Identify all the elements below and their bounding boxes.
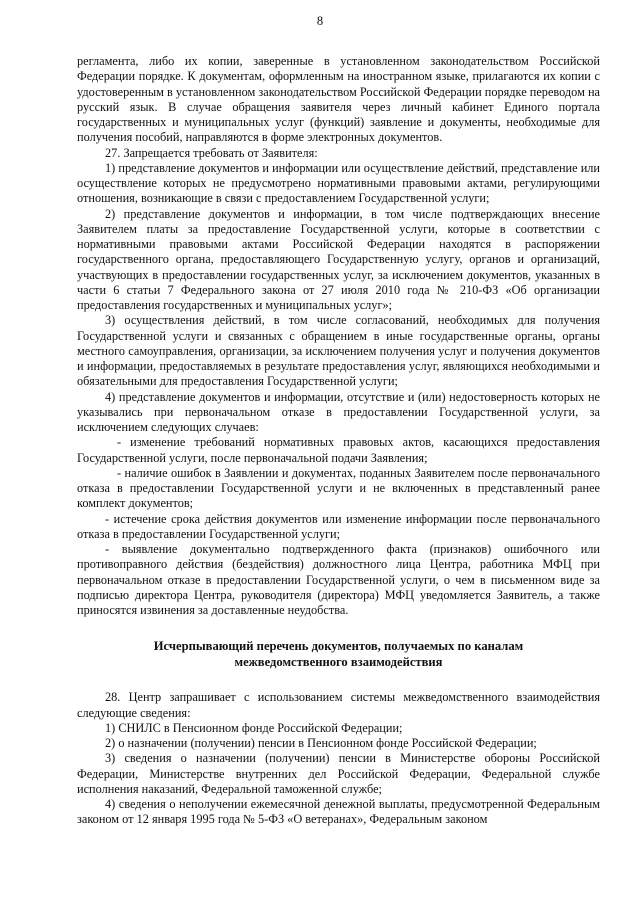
- paragraph-28-1: 1) СНИЛС в Пенсионном фонде Российской Федерации;: [105, 720, 403, 735]
- section-heading: Исчерпывающий перечень документов, получаемых по каналам межведомственного взаимодействия: [153, 639, 524, 670]
- bullet-item: - изменение требований нормативных правовых актов, касающихся предоставления Государственной услуги, после первоначальной подачи Заявления;: [77, 435, 600, 465]
- paragraph-28-2: 2) о назначении (получении) пенсии в Пенсионном фонде Российской Федерации;: [105, 736, 537, 750]
- paragraph-27-2: 2) представление документов и информации, в том числе подтверждающих внесение Заявителем платы за предоставление Государственной услуги, которые в соответствии с нормативными правовыми актами Российской Федерации находятся в распоряжении государственного органа, предоставляющего Государственную услугу, органов и организаций, участвующих в предоставлении государственных услуг, за исключением документов, указанных в части 6 статьи 7 Федерального закона от 27 июля 2010 года № 210-ФЗ «Об организации предоставления государственных и муниципальных услуг»;: [77, 206, 600, 312]
- bullet-item: - истечение срока действия документов или изменение информации после первоначального отказа в предоставлении Государственной услуги;: [77, 511, 600, 541]
- paragraph-27-4: 4) представление документов и информации, отсутствие и (или) недостоверность которых не указывались при первоначальном отказе в предоставлении Государственной услуги, за исключением следующих случаев:: [77, 389, 600, 434]
- paragraph-28-4: 4) сведения о неполучении ежемесячной денежной выплаты, предусмотренной Федеральным законом от 12 января 1995 года № 5-ФЗ «О ветеранах», Федеральным законом: [77, 797, 600, 827]
- bullet-item: - выявление документально подтвержденного факта (признаков) ошибочного или противоправного действия (бездействия) должностного лица Центра, работника МФЦ при первоначальном отказе в предоставлении Государственной услуги, о чем в письменном виде за подписью директора Центра, руководителя (директора) МФЦ уведомляется Заявитель, а также приносятся извинения за доставленные неудобства.: [77, 542, 600, 617]
- bullet-item: - наличие ошибок в Заявлении и документах, поданных Заявителем после первоначального отказа в предоставлении Государственной услуги и не включенных в представленный ранее комплект документов;: [77, 465, 600, 511]
- document-body: [77, 54, 600, 828]
- paragraph-27-3: 3) осуществления действий, в том числе согласований, необходимых для получения Государственной услуги и связанных с обращением в иные государственные органы, органы местного самоуправления, организации, за исключением получения услуг и получения документов и информации, предоставляемых в результате предоставления услуг, являющихся необходимыми и обязательными для предоставления Государственной услуги;: [77, 313, 600, 389]
- paragraph-28-3: 3) сведения о назначении (получении) пенсии в Министерстве обороны Российской Федерации, Министерстве внутренних дел Российской Федерации, Федеральной службе исполнения наказаний, Федеральной таможенной службе;: [77, 751, 600, 796]
- page-number: 8: [316, 14, 324, 28]
- paragraph-continuation: регламента, либо их копии, заверенные в установленном законодательством Российской Федерации порядке. К документам, оформленным на иностранном языке, прилагаются их копии с удостоверенным в установленном законодательством Российской Федерации порядке переводом на русский язык. В случае обращения заявителя через личный кабинет Единого портала государственных и муниципальных услуг (функций) заявление и документы, необходимые для получения пособий, направляются в форме электронных документов.: [77, 54, 600, 145]
- paragraph-item-27: 27. Запрещается требовать от Заявителя:: [105, 145, 318, 160]
- paragraph-item-28: 28. Центр запрашивает с использованием системы межведомственного взаимодействия следующие сведения:: [77, 690, 600, 720]
- paragraph-27-1: 1) представление документов и информации или осуществление действий, представление или осуществление которых не предусмотрено нормативными правовыми актами, регулирующими отношения, возникающие в связи с предоставлением Государственной услуги;: [77, 160, 600, 206]
